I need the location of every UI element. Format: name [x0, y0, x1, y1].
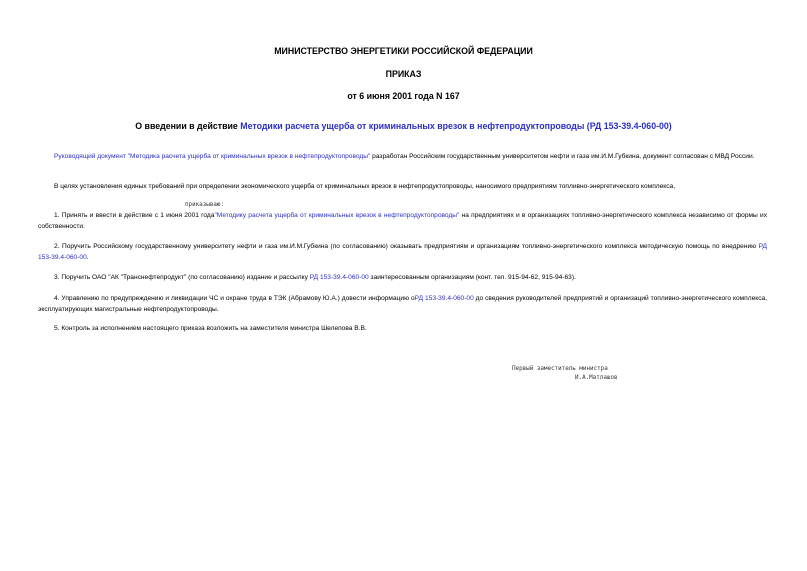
- paragraph-intro-text: разработан Российским государственным университетом нефти и газа им.И.М.Губкина, документ согласован с МВД России.: [370, 153, 755, 160]
- order-item-2: [38, 242, 767, 263]
- order-item-3-text-b: заинтересованным организациям (конт. тел. 915-94-62, 915-94-63).: [368, 274, 576, 281]
- subject-prefix: О введении в действие: [135, 121, 241, 131]
- order-item-1-text-b: на предприятиях и в организациях топливно-энергетического комплекса независимо от формы их собственности.: [38, 212, 767, 230]
- signature-position: Первый заместитель министра: [512, 366, 608, 372]
- order-item-2-link[interactable]: РД 153-39.4-060-00: [38, 243, 767, 261]
- order-item-3-text-a: 3. Поручить ОАО "АК "Транснефтепродукт" (по согласованию) издание и рассылку: [54, 274, 310, 281]
- order-item-1: [38, 211, 767, 232]
- order-item-1-text-a: 1. Принять и ввести в действие с 1 июня 2001 года: [54, 212, 215, 219]
- order-item-4-text-b: до сведения руководителей предприятий и организаций топливно-энергетического комплекса, эксплуатирующих магистральные нефтепродуктопроводы.: [38, 295, 767, 313]
- order-item-2-text-b: .: [86, 253, 89, 261]
- ministry-heading: МИНИСТЕРСТВО ЭНЕРГЕТИКИ РОССИЙСКОЙ ФЕДЕРАЦИИ: [274, 46, 533, 56]
- doc-type-heading: ПРИКАЗ: [385, 69, 422, 79]
- order-word: приказываю:: [185, 202, 225, 208]
- paragraph-purpose: В целях установления единых требований при определении экономического ущерба от криминальных врезок в нефтепродуктопроводы, наносимого предприятиям топливно-энергетического комплекса,: [54, 183, 676, 190]
- paragraph-intro: [38, 152, 767, 163]
- order-item-2-text-a: 2. Поручить Российскому государственному университету нефти и газа им.И.М.Губкина (по согласованию) оказывать предприятиям и организациям топливно-энергетического комплекса методическую помощь по внедрению: [54, 243, 759, 250]
- order-item-5: 5. Контроль за исполнением настоящего приказа возложить на заместителя министра Шелепова В.В.: [54, 325, 367, 332]
- order-item-4-link[interactable]: РД 153-39.4-060-00: [414, 295, 474, 302]
- order-item-3: [38, 273, 767, 284]
- subject-link[interactable]: Методики расчета ущерба от криминальных врезок в нефтепродуктопроводы (РД 153-39.4-060-00): [240, 121, 672, 131]
- order-item-1-link[interactable]: "Методику расчета ущерба от криминальных врезок в нефтепродуктопроводы": [214, 212, 460, 219]
- order-item-3-link[interactable]: РД 153-39.4-060-00: [309, 274, 369, 281]
- subject-heading: [0, 121, 807, 132]
- order-item-4-text-a: 4. Управлению по предупреждению и ликвидации ЧС и охране труда в ТЭК (Абрамову Ю.А.) довести информацию о: [54, 295, 415, 302]
- date-number-heading: от 6 июня 2001 года N 167: [347, 91, 460, 101]
- guideline-doc-link[interactable]: Руководящий документ "Методика расчета ущерба от криминальных врезок в нефтепродуктопроводы": [54, 153, 371, 160]
- order-item-4: [38, 294, 767, 315]
- signature-name: И.А.Матлашов: [575, 375, 618, 381]
